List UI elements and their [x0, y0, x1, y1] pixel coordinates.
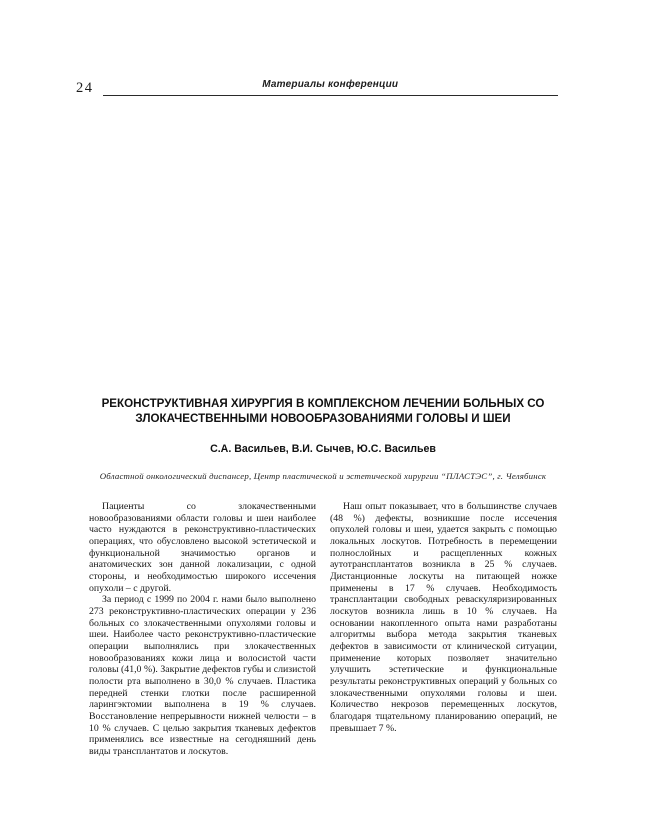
paragraph: Наш опыт показывает, что в большинстве случаев (48 %) дефекты, возникшие после иссечения опухолей головы и шеи, удается закрыть с помощью локальных лоскутов. Потребность в перемещении полнослойных и расщепленных кожных аутотрансплантатов возникла в 25 % случаев. Дистанционные лоскуты на питающей ножке применены в 17 % случаев. Необходимость трансплантации свободных реваскуляризированных лоскутов возникла лишь в 10 % случаев. На основании накопленного опыта нами разработаны алгоритмы выбора метода закрытия тканевых дефектов в зависимости от клинической ситуации, применение которых позволяет значительно улучшить эстетические и функциональные результаты реконструктивных операций у больных со злокачественными опухолями головы и шеи. Количество некрозов перемещенных лоскутов, благодаря тщательному планированию операций, не превышает 7 %. [330, 501, 557, 734]
right-column [330, 501, 557, 757]
paragraph: За период с 1999 по 2004 г. нами было выполнено 273 реконструктивно-пластических операции у 236 больных со злокачественными опухолями головы и шеи. Наиболее часто реконструктивно-пластические операции выполнялись при злокачественных новообразованиях кожи лица и волосистой части головы (41,0 %). Закрытие дефектов губы и слизистой полости рта выполнено в 30,0 % случаев. Пластика передней стенки глотки после расширенной ларингэктомии выполнена в 19 % случаев. Восстановление непрерывности нижней челюсти – в 10 % случаев. С целью закрытия тканевых дефектов применялись все известные на сегодняшний день виды трансплантатов и лоскутов. [89, 594, 316, 757]
page-number: 24 [76, 79, 94, 96]
article-title: РЕКОНСТРУКТИВНАЯ ХИРУРГИЯ В КОМПЛЕКСНОМ ЛЕЧЕНИИ БОЛЬНЫХ СО ЗЛОКАЧЕСТВЕННЫМИ НОВООБРАЗОВАНИЯМИ ГОЛОВЫ И ШЕИ [101, 397, 545, 426]
running-head [76, 74, 558, 96]
left-column [89, 501, 316, 757]
article-affiliation: Областной онкологический диспансер, Центр пластической и эстетической хирургии “ПЛАСТЭС”, г. Челябинск [99, 471, 547, 482]
body-columns [89, 501, 557, 757]
running-head-title: Материалы конференции [262, 79, 399, 90]
article-authors: С.А. Васильев, В.И. Сычев, Ю.С. Васильев [210, 443, 436, 456]
paragraph: Пациенты со злокачественными новообразованиями области головы и шеи наиболее часто нуждаются в реконструктивно-пластических операциях, что обусловлено высокой эстетической и функциональной значимостью органов и анатомических зон данной локализации, с одной стороны, и необходимостью широкого иссечения опухоли – с другой. [89, 501, 316, 594]
article [89, 396, 557, 758]
header-rule [103, 74, 559, 96]
